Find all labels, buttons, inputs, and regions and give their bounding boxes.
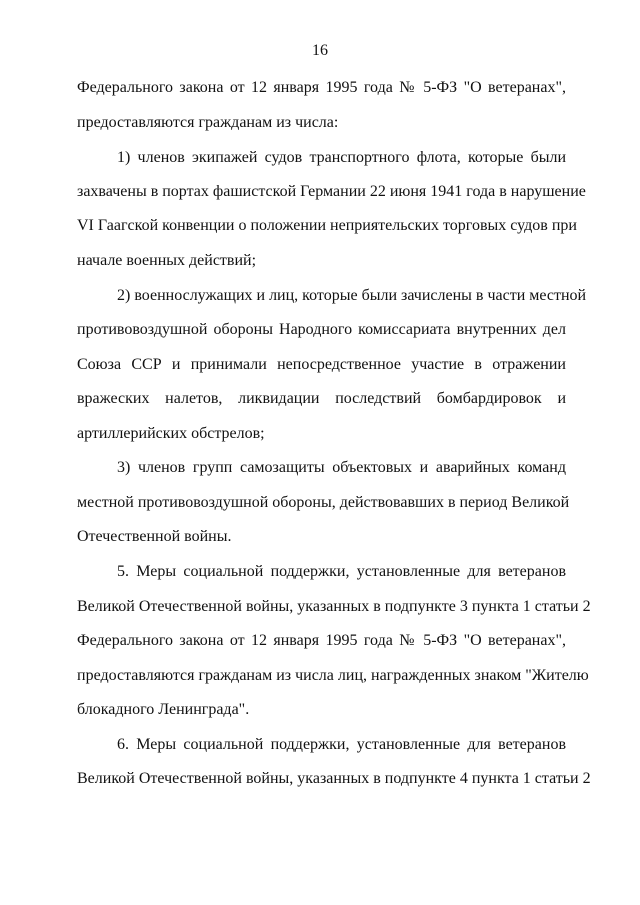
text-line: Отечественной войны.: [77, 528, 232, 545]
page-number: 16: [312, 42, 328, 59]
text-line: артиллерийских обстрелов;: [77, 425, 265, 442]
text-line: VI Гаагской конвенции о положении неприятельских торговых судов при: [77, 217, 577, 234]
text-line: противовоздушной обороны Народного комиссариата внутренних дел: [77, 321, 566, 338]
text-line: 3) членов групп самозащиты объектовых и аварийных команд: [117, 459, 566, 476]
text-line: блокадного Ленинграда".: [77, 701, 250, 718]
text-line: Федерального закона от 12 января 1995 года № 5-ФЗ "О ветеранах",: [77, 632, 566, 649]
text-line: Союза ССР и принимали непосредственное участие в отражении: [77, 356, 566, 373]
text-line: Великой Отечественной войны, указанных в подпункте 3 пункта 1 статьи 2: [77, 598, 591, 615]
text-line: предоставляются гражданам из числа лиц, награжденных знаком "Жителю: [77, 667, 589, 684]
text-line: Великой Отечественной войны, указанных в подпункте 4 пункта 1 статьи 2: [77, 770, 591, 787]
text-line: 5. Меры социальной поддержки, установленные для ветеранов: [117, 563, 566, 580]
text-line: начале военных действий;: [77, 252, 257, 269]
text-line: местной противовоздушной обороны, действовавших в период Великой: [77, 494, 570, 511]
text-line: захвачены в портах фашистской Германии 22 июня 1941 года в нарушение: [77, 183, 586, 200]
text-line: вражеских налетов, ликвидации последствий бомбардировок и: [77, 390, 566, 407]
text-line: 2) военнослужащих и лиц, которые были зачислены в части местной: [117, 287, 587, 304]
text-line: 1) членов экипажей судов транспортного флота, которые были: [117, 149, 566, 166]
text-line: 6. Меры социальной поддержки, установленные для ветеранов: [117, 736, 566, 753]
text-line: предоставляются гражданам из числа:: [77, 114, 339, 131]
text-line: Федерального закона от 12 января 1995 года № 5-ФЗ "О ветеранах",: [77, 79, 566, 96]
